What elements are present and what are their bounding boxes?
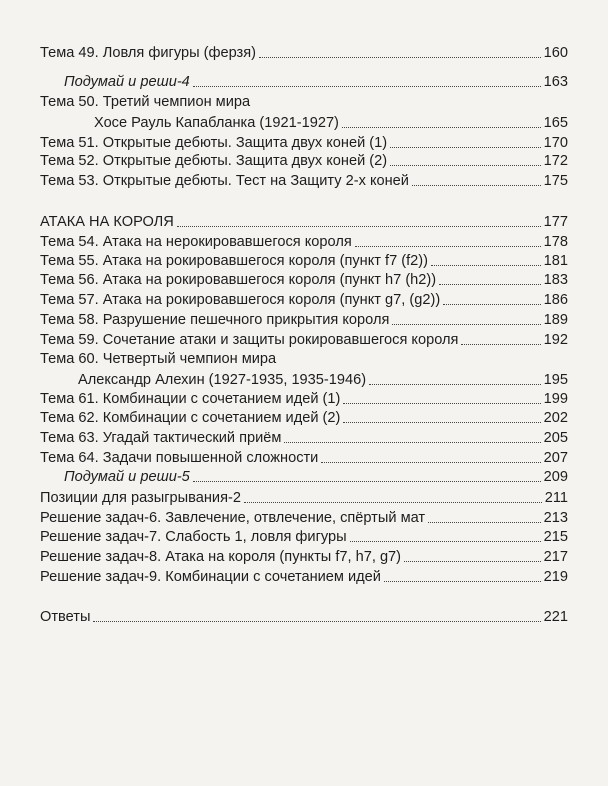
dot-leader <box>384 581 541 582</box>
toc-entry-page: 217 <box>543 549 568 565</box>
toc-entry-title: Хосе Рауль Капабланка (1921-1927) <box>94 115 339 131</box>
toc-entry-title: Подумай и реши-5 <box>64 469 190 485</box>
toc-entry <box>40 568 568 586</box>
toc-entry <box>40 489 568 507</box>
toc-entry <box>40 390 568 408</box>
toc-entry <box>40 548 568 566</box>
toc-entry-page: 165 <box>543 115 568 131</box>
toc-entry <box>40 172 568 190</box>
dot-leader <box>93 621 540 622</box>
toc-entry-title: Позиции для разыгрывания-2 <box>40 490 241 506</box>
toc-entry <box>40 449 568 467</box>
toc-entry-title: Тема 55. Атака на рокировавшегося короля (пункт f7 (f2)) <box>40 253 429 269</box>
toc-entry <box>40 233 568 251</box>
toc-entry-page: 163 <box>543 74 568 90</box>
toc-entry-title: Тема 50. Третий чемпион мира <box>40 94 251 110</box>
dot-leader <box>244 502 542 503</box>
toc-entry <box>40 252 568 270</box>
dot-leader <box>343 403 540 404</box>
toc-entry-page: 186 <box>543 292 568 308</box>
toc-entry <box>64 73 568 91</box>
toc-entry-page: 213 <box>543 510 568 526</box>
toc-entry <box>40 509 568 527</box>
dot-leader <box>342 127 541 128</box>
toc-entry-title: Тема 57. Атака на рокировавшегося короля (пункт g7, (g2)) <box>40 292 441 308</box>
dot-leader <box>259 57 541 58</box>
toc-entry-title: Тема 51. Открытые дебюты. Защита двух коней (1) <box>40 135 388 151</box>
dot-leader <box>392 324 540 325</box>
dot-leader <box>193 86 541 87</box>
toc-entry-page: 183 <box>543 272 568 288</box>
toc-entry-title: Решение задач-9. Комбинации с сочетанием идей <box>40 569 381 585</box>
toc-entry-title: Тема 61. Комбинации с сочетанием идей (1) <box>40 391 341 407</box>
toc-entry-title: Тема 58. Разрушение пешечного прикрытия короля <box>40 312 390 328</box>
toc-entry-page: 219 <box>543 569 568 585</box>
toc-entry-page: 205 <box>543 430 568 446</box>
toc-entry-page: 195 <box>543 372 568 388</box>
toc-entry-title: Тема 63. Угадай тактический приём <box>40 430 282 446</box>
dot-leader <box>193 481 541 482</box>
toc-entry-title: Тема 56. Атака на рокировавшегося короля (пункт h7 (h2)) <box>40 272 437 288</box>
toc-entry-page: 207 <box>543 450 568 466</box>
toc-entry-title: АТАКА НА КОРОЛЯ <box>40 214 174 230</box>
dot-leader <box>343 422 540 423</box>
dot-leader <box>461 344 540 345</box>
dot-leader <box>350 541 541 542</box>
dot-leader <box>443 304 540 305</box>
toc-entry-page: 178 <box>543 234 568 250</box>
dot-leader <box>321 462 540 463</box>
dot-leader <box>390 147 541 148</box>
toc-entry-page: 175 <box>543 173 568 189</box>
toc-entry-title: Тема 60. Четвертый чемпион мира <box>40 351 277 367</box>
toc-entry-page: 160 <box>543 45 568 61</box>
toc-entry-page: 199 <box>543 391 568 407</box>
dot-leader <box>177 226 541 227</box>
toc-entry-page: 181 <box>543 253 568 269</box>
toc-entry-page: 189 <box>543 312 568 328</box>
toc-entry-page: 215 <box>543 529 568 545</box>
toc-entry-title: Тема 59. Сочетание атаки и защиты рокировавшегося короля <box>40 332 459 348</box>
toc-entry-title: Решение задач-8. Атака на короля (пункты f7, h7, g7) <box>40 549 402 565</box>
toc-entry-title: Тема 64. Задачи повышенной сложности <box>40 450 319 466</box>
dot-leader <box>404 561 541 562</box>
toc-entry-page: 211 <box>544 490 568 506</box>
toc-entry-title: Решение задач-7. Слабость 1, ловля фигуры <box>40 529 347 545</box>
toc-entry <box>40 44 568 62</box>
dot-leader <box>439 284 541 285</box>
toc-entry-title: Тема 49. Ловля фигуры (ферзя) <box>40 45 257 61</box>
toc-entry <box>40 134 568 152</box>
toc-entry-title: Тема 62. Комбинации с сочетанием идей (2) <box>40 410 341 426</box>
toc-entry-title: Тема 53. Открытые дебюты. Тест на Защиту 2-х коней <box>40 173 409 189</box>
toc-entry-page: 192 <box>543 332 568 348</box>
toc-entry <box>40 331 568 349</box>
toc-section-heading <box>40 213 568 231</box>
toc-entry <box>40 608 568 626</box>
dot-leader <box>412 185 541 186</box>
toc-entry <box>78 371 568 389</box>
toc-entry-title: Ответы <box>40 609 91 625</box>
dot-leader <box>284 442 540 443</box>
toc-entry <box>94 114 568 132</box>
toc-entry <box>40 429 568 447</box>
toc-entry-page: 221 <box>543 609 568 625</box>
toc-entry <box>40 271 568 289</box>
dot-leader <box>431 265 541 266</box>
toc-entry-title: Тема 52. Открытые дебюты. Защита двух коней (2) <box>40 153 388 169</box>
toc-entry-title: Решение задач-6. Завлечение, отвлечение, спёртый мат <box>40 510 426 526</box>
toc-entry-page: 172 <box>543 153 568 169</box>
toc-entry-page: 177 <box>543 214 568 230</box>
toc-entry <box>40 409 568 427</box>
toc-entry <box>40 528 568 546</box>
toc-entry-title: Подумай и реши-4 <box>64 74 190 90</box>
toc-entry <box>40 311 568 329</box>
toc-entry-title: Тема 54. Атака на нерокировавшегося короля <box>40 234 352 250</box>
toc-entry-page: 170 <box>543 135 568 151</box>
dot-leader <box>390 165 541 166</box>
toc-entry <box>40 291 568 309</box>
dot-leader <box>355 246 541 247</box>
dot-leader <box>369 384 541 385</box>
toc-entry <box>40 152 568 170</box>
toc-entry-page: 202 <box>543 410 568 426</box>
toc-entry-title: Александр Алехин (1927-1935, 1935-1946) <box>78 372 367 388</box>
toc-entry <box>64 468 568 486</box>
toc-entry-page: 209 <box>543 469 568 485</box>
dot-leader <box>428 522 541 523</box>
